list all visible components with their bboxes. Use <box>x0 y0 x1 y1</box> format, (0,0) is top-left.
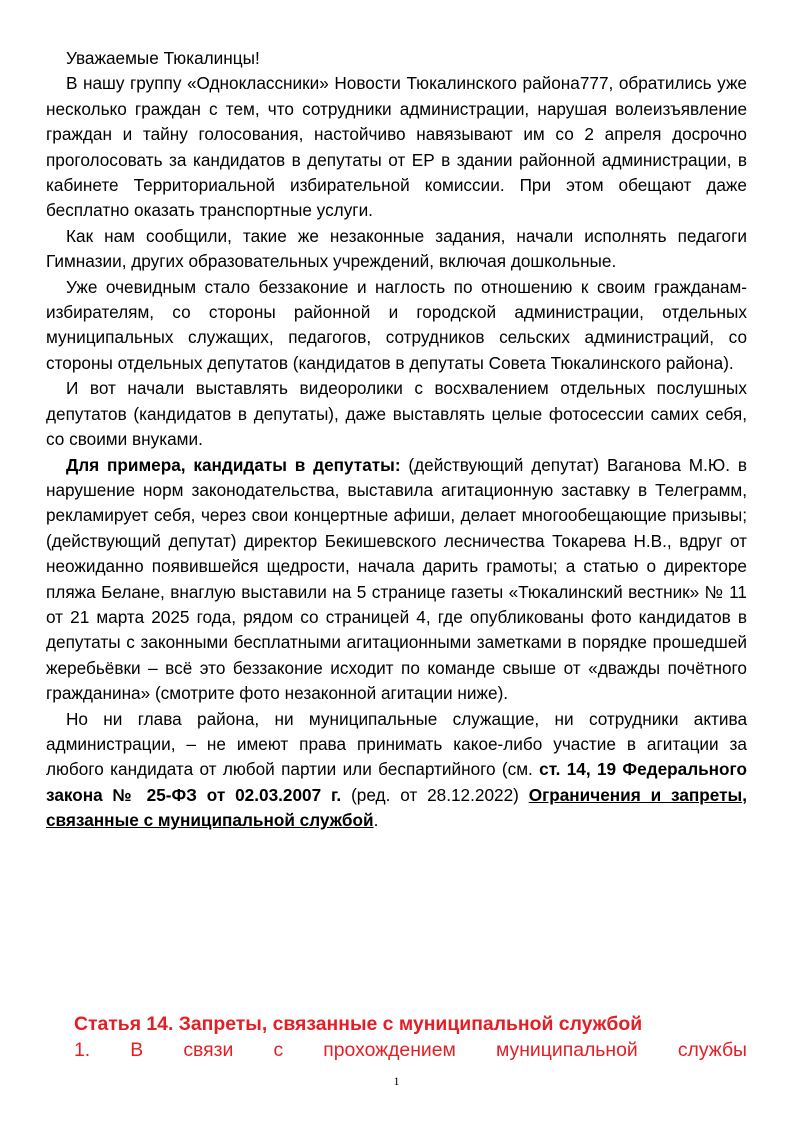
law-reference-end: . <box>373 810 379 831</box>
law-section-title: Ограничения и запреты, связанные с муниципальной службой <box>46 784 748 831</box>
examples-text: (действующий депутат) Ваганова М.Ю. в нарушение норм законодательства, выставила агитационную заставку в Телеграмм, рекламирует себя, через свои концертные афиши, делает многообещающие призывы; (действующий депутат) директор Бекишевского лесничества Токарева Н.В., вдруг от неожиданно появившейся щедрости, начала дарить грамоты; а статью о директоре пляжа Белане, внаглую выставили на 5 странице газеты «Тюкалинский вестник» № 11 от 21 марта 2025 года, рядом со страницей 4, где опубликованы фото кандидатов в депутаты с законными бесплатными агитационными заметками в порядке прошедшей жеребьёвки – всё это беззаконие исходит по команде свыше от «дважды почётного гражданина» (смотрите фото незаконной агитации ниже). <box>46 454 747 704</box>
paragraph-examples <box>46 453 747 707</box>
article-title: Статья 14. Запреты, связанные с муниципальной службой <box>74 1013 643 1035</box>
greeting: Уважаемые Тюкалинцы! <box>66 48 260 68</box>
law-citation: ст. 14, 19 Федерального закона № 25-ФЗ от 02.03.2007 г. <box>46 759 747 805</box>
page-number: 1 <box>393 1074 400 1088</box>
examples-lead: Для примера, кандидаты в депутаты: <box>66 454 401 475</box>
paragraph-law-reference <box>46 707 747 834</box>
paragraph-complaint: В нашу группу «Одноклассники» Новости Тюкалинского района777, обратились уже несколько граждан с тем, что сотрудники администрации, нарушая волеизъявление граждан и тайну голосования, настойчиво навязывают им со 2 апреля досрочно проголосовать за кандидатов в депутаты от ЕР в здании районной администрации, в кабинете Территориальной избирательной комиссии. При этом обещают даже бесплатно оказать транспортные услуги. <box>46 73 747 221</box>
paragraph-videos: И вот начали выставлять видеоролики с восхвалением отдельных послушных депутатов (кандидатов в депутаты), даже выставлять целые фотосессии самих себя, со своими внуками. <box>46 378 747 450</box>
paragraph-lawlessness: Уже очевидным стало беззаконие и наглость по отношению к своим гражданам-избирателям, со стороны районной и городской администрации, отдельных муниципальных служащих, педагогов, сотрудников сельских администраций, со стороны отдельных депутатов (кандидатов в депутаты Совета Тюкалинского района). <box>46 276 747 373</box>
article-excerpt <box>74 1012 747 1063</box>
law-edition: (ред. от 28.12.2022) <box>341 784 529 805</box>
law-reference-start: Но ни глава района, ни муниципальные служащие, ни сотрудники актива администрации, – не имеют права принимать какое-либо участие в агитации за любого кандидата от любой партии или беспартийного (см. <box>46 708 747 780</box>
paragraph-teachers: Как нам сообщили, такие же незаконные задания, начали исполнять педагоги Гимназии, других образовательных учреждений, включая дошкольные. <box>46 225 747 272</box>
article-item-1: 1. В связи с прохождением муниципальной службы <box>74 1038 747 1061</box>
letter-body <box>46 46 747 834</box>
